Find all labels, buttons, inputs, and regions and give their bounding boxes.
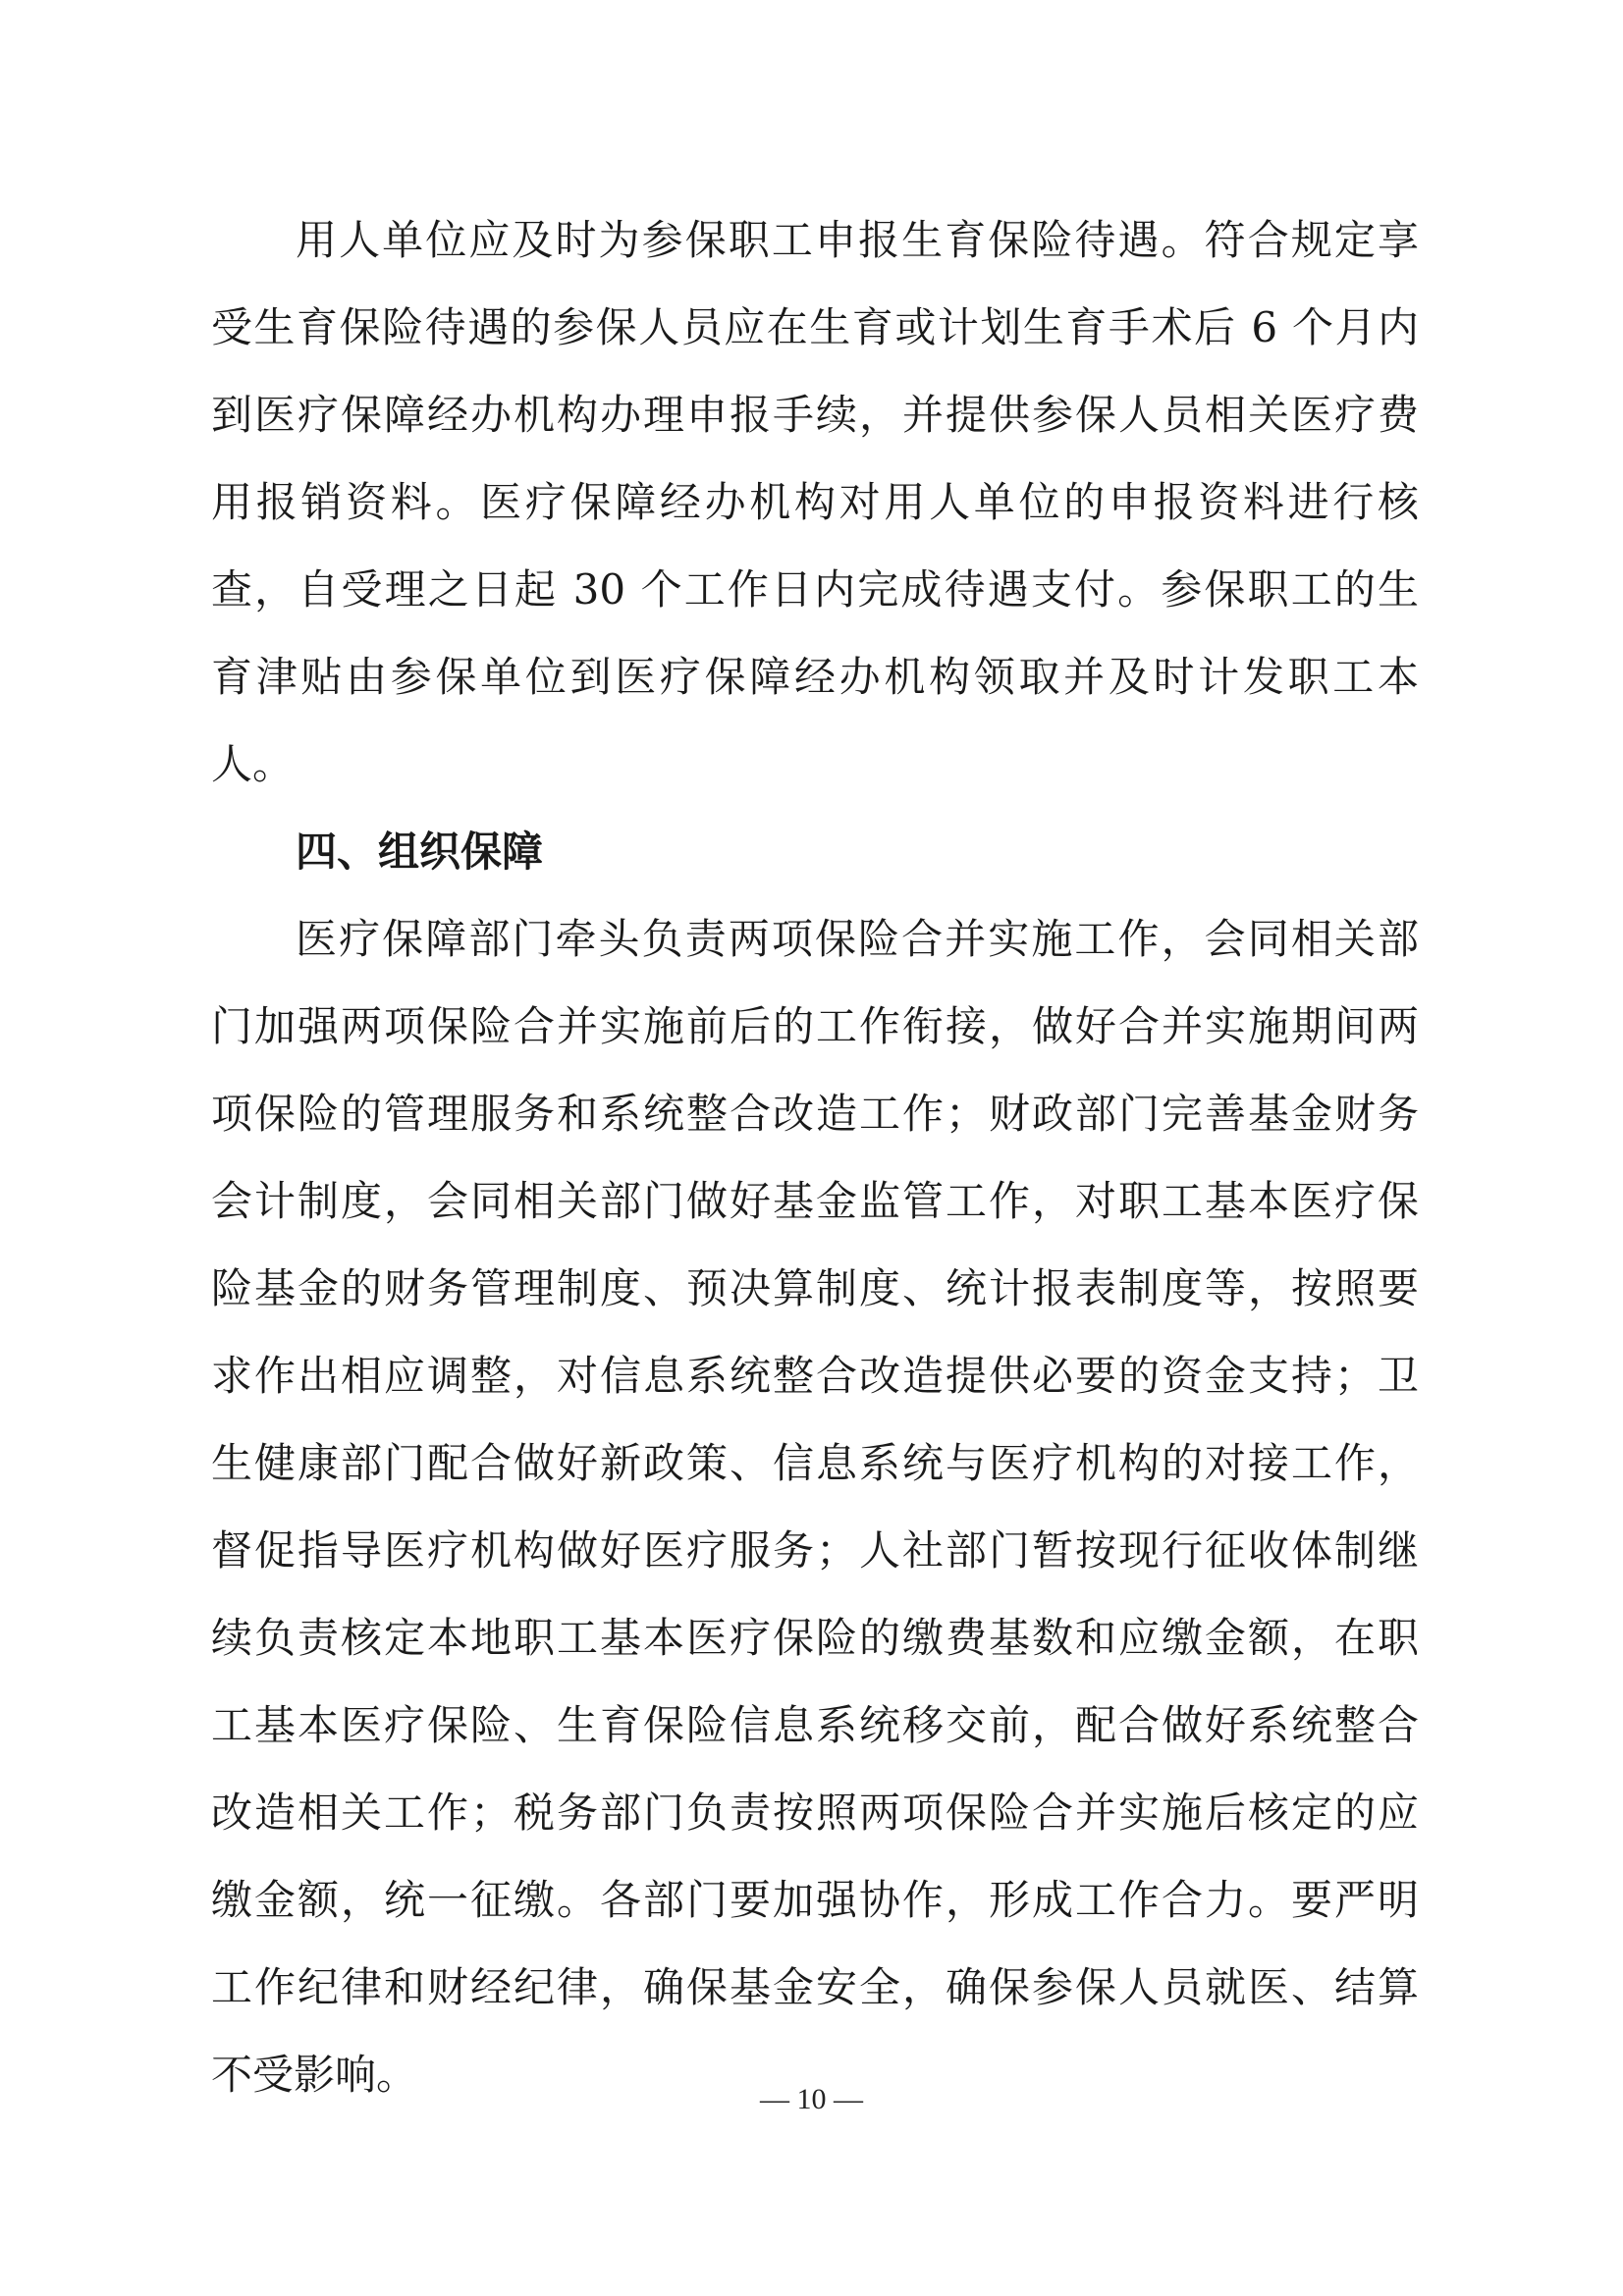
text-line: 查，自受理之日起 30 个工作日内完成待遇支付。参保职工的生 [211,565,1419,614]
text-line: 工基本医疗保险、生育保险信息系统移交前，配合做好系统整合 [211,1701,1419,1749]
text-line: 到医疗保障经办机构办理申报手续，并提供参保人员相关医疗费 [211,391,1419,439]
text-line: 险基金的财务管理制度、预决算制度、统计报表制度等，按照要 [211,1264,1419,1312]
text-line: 门加强两项保险合并实施前后的工作衔接，做好合并实施期间两 [211,1002,1419,1050]
text-line: 项保险的管理服务和系统整合改造工作；财政部门完善基金财务 [211,1090,1419,1138]
section-heading: 四、组织保障 [296,828,544,876]
text-line: 督促指导医疗机构做好医疗服务；人社部门暂按现行征收体制继 [211,1526,1419,1575]
text-line: 医疗保障部门牵头负责两项保险合并实施工作，会同相关部 [296,915,1419,963]
text-line: 用人单位应及时为参保职工申报生育保险待遇。符合规定享 [296,216,1419,264]
text-line: 会计制度，会同相关部门做好基金监管工作，对职工基本医疗保 [211,1177,1419,1225]
text-line: 缴金额，统一征缴。各部门要加强协作，形成工作合力。要严明 [211,1876,1419,1924]
text-line: 改造相关工作；税务部门负责按照两项保险合并实施后核定的应 [211,1789,1419,1837]
text-line: 用报销资料。医疗保障经办机构对用人单位的申报资料进行核 [211,478,1419,526]
paragraph-organizational-support [211,895,1419,2118]
text-line: 育津贴由参保单位到医疗保障经办机构领取并及时计发职工本 [211,653,1419,701]
paragraph-maternity-benefits [211,196,1419,808]
text-line: 求作出相应调整，对信息系统整合改造提供必要的资金支持；卫 [211,1352,1419,1400]
page-number: — 10 — [760,2083,863,2115]
text-line: 生健康部门配合做好新政策、信息系统与医疗机构的对接工作， [211,1439,1419,1487]
text-line: 不受影响。 [211,2051,418,2099]
text-line: 工作纪律和财经纪律，确保基金安全，确保参保人员就医、结算 [211,1963,1419,2011]
text-line: 人。 [211,740,295,788]
document-body [211,196,1419,2118]
text-line: 续负责核定本地职工基本医疗保险的缴费基数和应缴金额，在职 [211,1614,1419,1662]
text-line: 受生育保险待遇的参保人员应在生育或计划生育手术后 6 个月内 [211,303,1419,351]
